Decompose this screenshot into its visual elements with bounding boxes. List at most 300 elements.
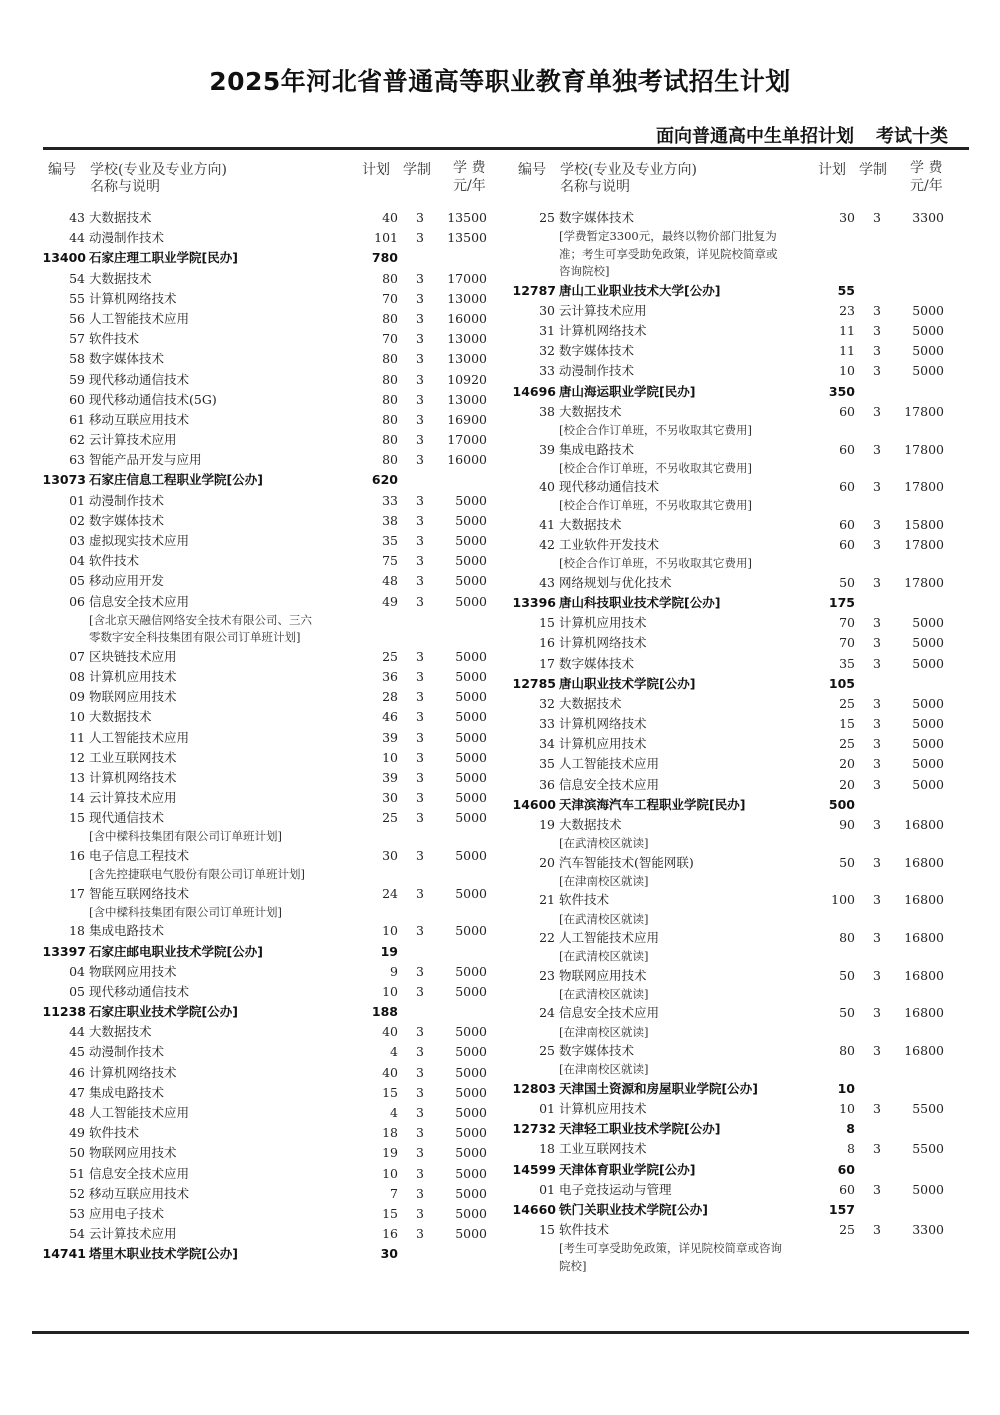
note-row — [510, 1240, 970, 1258]
note-name: [在武清校区就读] — [559, 836, 649, 851]
major-plan: 7 — [390, 1185, 398, 1201]
major-plan: 4 — [390, 1044, 398, 1060]
major-fee: 17800 — [904, 537, 944, 553]
major-code: 18 — [69, 923, 85, 939]
school-name: 天津体育职业学院[公办] — [559, 1161, 696, 1177]
major-fee: 5000 — [912, 736, 944, 752]
major-row — [40, 410, 500, 430]
major-plan: 50 — [839, 1005, 855, 1021]
major-name: 数字媒体技术 — [559, 210, 635, 225]
major-plan: 60 — [839, 441, 855, 457]
note-row — [40, 612, 500, 630]
major-code: 32 — [539, 343, 555, 359]
school-row — [510, 1160, 970, 1180]
major-years: 3 — [416, 492, 424, 508]
school-row — [40, 1244, 500, 1264]
major-name: 电子信息工程技术 — [89, 847, 190, 863]
major-fee: 17800 — [904, 441, 944, 457]
major-code: 34 — [539, 736, 555, 752]
major-row — [510, 966, 970, 986]
major-plan: 70 — [382, 331, 398, 347]
major-name: 动漫制作技术 — [89, 230, 165, 246]
school-name: 石家庄信息工程职业学院[公办] — [89, 472, 263, 488]
major-name: 虚拟现实技术应用 — [89, 533, 190, 548]
note-name: 准；考生可享受助免政策，详见院校简章或 — [559, 246, 778, 261]
major-code: 39 — [539, 441, 555, 457]
major-plan: 33 — [382, 492, 398, 508]
note-row — [510, 948, 970, 966]
major-row — [40, 921, 500, 941]
major-code: 42 — [539, 537, 555, 553]
school-row — [510, 1119, 970, 1139]
major-name: 软件技术 — [89, 553, 140, 569]
major-fee: 5000 — [455, 533, 487, 548]
major-plan: 75 — [382, 553, 398, 569]
school-row — [510, 1079, 970, 1099]
major-plan: 23 — [839, 302, 855, 318]
header-code: 编号 — [518, 162, 546, 178]
major-row — [510, 1180, 970, 1200]
note-row — [510, 873, 970, 891]
major-code: 22 — [539, 930, 555, 946]
major-fee: 16900 — [447, 411, 487, 427]
major-code: 01 — [539, 1181, 555, 1197]
major-plan: 25 — [839, 1222, 855, 1238]
header-plan: 计划 — [362, 162, 390, 178]
major-row — [40, 1123, 500, 1143]
major-fee: 5000 — [455, 593, 487, 609]
major-row — [40, 748, 500, 768]
major-code: 43 — [539, 574, 555, 590]
major-fee: 5000 — [455, 709, 487, 725]
major-plan: 15 — [382, 1205, 398, 1221]
major-code: 48 — [69, 1105, 85, 1120]
major-years: 3 — [873, 574, 881, 590]
major-plan: 35 — [382, 533, 398, 548]
major-name: 数字媒体技术 — [559, 1043, 635, 1059]
major-row — [40, 808, 500, 828]
major-row — [510, 208, 970, 228]
major-name: 动漫制作技术 — [89, 492, 165, 508]
header-name-line1: 学校(专业及专业方向) — [560, 162, 697, 178]
school-plan: 175 — [828, 594, 855, 610]
major-row — [510, 402, 970, 422]
school-code: 13396 — [512, 594, 556, 610]
major-row — [510, 928, 970, 948]
major-name: 应用电子技术 — [89, 1205, 165, 1221]
major-fee: 16800 — [904, 1043, 944, 1059]
major-plan: 10 — [839, 363, 855, 379]
major-years: 3 — [873, 817, 881, 832]
major-years: 3 — [416, 648, 424, 664]
major-years: 3 — [416, 270, 424, 286]
school-row — [40, 248, 500, 268]
major-code: 46 — [69, 1064, 85, 1080]
school-name: 唐山科技职业技术学院[公办] — [559, 594, 721, 610]
major-plan: 80 — [382, 270, 398, 286]
school-plan: 500 — [828, 796, 855, 812]
note-row — [510, 263, 970, 281]
major-plan: 48 — [382, 573, 398, 589]
school-row — [510, 281, 970, 301]
note-row — [510, 497, 970, 515]
header-name-line2: 名称与说明 — [90, 179, 160, 195]
major-plan: 11 — [839, 343, 855, 359]
major-name: 大数据技术 — [89, 270, 152, 286]
major-plan: 50 — [839, 967, 855, 983]
major-name: 信息安全技术应用 — [89, 593, 190, 609]
major-name: 移动互联应用技术 — [89, 1185, 190, 1201]
major-code: 25 — [539, 1043, 555, 1059]
major-plan: 11 — [839, 323, 855, 339]
major-code: 43 — [69, 210, 85, 225]
school-code: 11238 — [42, 1004, 86, 1020]
school-row — [510, 593, 970, 613]
major-row — [40, 370, 500, 390]
note-name: [含先控捷联电气股份有限公司订单班计划] — [89, 867, 305, 882]
major-plan: 60 — [839, 516, 855, 532]
major-code: 53 — [69, 1205, 85, 1221]
major-years: 3 — [416, 553, 424, 569]
major-code: 44 — [69, 1024, 85, 1040]
major-name: 计算机应用技术 — [559, 736, 647, 752]
major-name: 大数据技术 — [89, 210, 152, 225]
bottom-rule — [32, 1331, 969, 1334]
school-code: 14741 — [42, 1246, 86, 1262]
major-row — [510, 301, 970, 321]
major-row — [40, 571, 500, 591]
major-years: 3 — [873, 1222, 881, 1238]
major-code: 02 — [69, 512, 85, 528]
major-plan: 9 — [390, 963, 398, 979]
major-name: 人工智能技术应用 — [89, 1105, 190, 1120]
subtitle-category: 考试十类 — [876, 126, 948, 147]
major-years: 3 — [416, 1084, 424, 1100]
major-plan: 60 — [839, 479, 855, 495]
major-years: 3 — [873, 302, 881, 318]
major-name: 软件技术 — [559, 892, 610, 908]
major-years: 3 — [416, 847, 424, 863]
major-years: 3 — [873, 967, 881, 983]
school-code: 12732 — [512, 1121, 556, 1137]
major-row — [510, 714, 970, 734]
major-name: 计算机网络技术 — [559, 716, 647, 732]
major-row — [510, 1099, 970, 1119]
major-name: 现代移动通信技术 — [89, 371, 190, 387]
major-years: 3 — [416, 810, 424, 826]
major-name: 集成电路技术 — [559, 441, 635, 457]
major-row — [510, 341, 970, 361]
school-name: 塔里木职业技术学院[公办] — [89, 1246, 238, 1262]
column-header — [40, 158, 500, 208]
major-years: 3 — [873, 655, 881, 671]
major-row — [40, 289, 500, 309]
major-code: 03 — [69, 533, 85, 548]
page-subtitle — [656, 122, 948, 148]
major-name: 计算机应用技术 — [559, 615, 647, 631]
major-code: 32 — [539, 695, 555, 711]
major-code: 54 — [69, 270, 85, 286]
major-name: 云计算技术应用 — [89, 432, 177, 448]
major-name: 移动应用开发 — [89, 573, 165, 589]
major-name: 集成电路技术 — [89, 1084, 165, 1100]
header-plan: 计划 — [818, 162, 846, 178]
major-years: 3 — [873, 1141, 881, 1157]
major-code: 09 — [69, 689, 85, 705]
major-code: 12 — [69, 749, 85, 765]
major-row — [510, 734, 970, 754]
major-plan: 8 — [847, 1141, 855, 1157]
major-fee: 5000 — [455, 689, 487, 705]
major-fee: 5000 — [912, 1181, 944, 1197]
school-code: 13073 — [42, 472, 86, 488]
major-plan: 25 — [382, 810, 398, 826]
major-code: 51 — [69, 1165, 85, 1181]
major-years: 3 — [873, 1181, 881, 1197]
major-name: 计算机网络技术 — [89, 1064, 177, 1080]
major-name: 数字媒体技术 — [559, 343, 635, 359]
major-fee: 5000 — [912, 776, 944, 792]
major-fee: 5000 — [455, 1185, 487, 1201]
major-years: 3 — [416, 1205, 424, 1221]
school-name: 天津滨海汽车工程职业学院[民办] — [559, 796, 746, 812]
major-fee: 5000 — [912, 323, 944, 339]
major-code: 01 — [539, 1101, 555, 1116]
major-years: 3 — [416, 391, 424, 407]
major-years: 3 — [416, 689, 424, 705]
major-code: 44 — [69, 230, 85, 246]
major-plan: 80 — [382, 310, 398, 326]
major-years: 3 — [416, 885, 424, 901]
major-years: 3 — [416, 1044, 424, 1060]
major-row — [510, 535, 970, 555]
major-row — [40, 1143, 500, 1163]
major-row — [40, 728, 500, 748]
major-fee: 13000 — [447, 391, 487, 407]
major-row — [40, 1083, 500, 1103]
major-name: 工业软件开发技术 — [559, 537, 660, 553]
major-code: 62 — [69, 432, 85, 448]
major-row — [40, 667, 500, 687]
major-name: 信息安全技术应用 — [559, 1005, 660, 1021]
major-fee: 5000 — [912, 716, 944, 732]
right-rows — [510, 208, 970, 1275]
major-fee: 5000 — [455, 553, 487, 569]
school-plan: 780 — [371, 250, 398, 266]
major-row — [40, 1184, 500, 1204]
major-fee: 5000 — [455, 923, 487, 939]
major-code: 17 — [69, 885, 85, 901]
school-code: 13400 — [42, 250, 86, 266]
major-code: 63 — [69, 452, 85, 468]
major-row — [40, 1224, 500, 1244]
major-plan: 4 — [390, 1105, 398, 1120]
major-plan: 16 — [382, 1226, 398, 1242]
major-plan: 24 — [382, 885, 398, 901]
major-row — [510, 633, 970, 653]
school-plan: 188 — [371, 1004, 398, 1020]
major-plan: 80 — [382, 452, 398, 468]
major-name: 大数据技术 — [559, 403, 622, 419]
major-code: 15 — [69, 810, 85, 826]
major-plan: 10 — [382, 983, 398, 999]
major-plan: 10 — [382, 1165, 398, 1181]
school-name: 石家庄职业技术学院[公办] — [89, 1004, 238, 1020]
major-code: 16 — [69, 847, 85, 863]
major-fee: 5000 — [455, 810, 487, 826]
major-code: 38 — [539, 403, 555, 419]
major-plan: 70 — [839, 635, 855, 651]
major-code: 31 — [539, 323, 555, 339]
major-row — [40, 349, 500, 369]
major-years: 3 — [873, 615, 881, 631]
major-plan: 35 — [839, 655, 855, 671]
major-plan: 39 — [382, 729, 398, 745]
note-row — [40, 828, 500, 846]
note-row — [510, 228, 970, 246]
major-years: 3 — [416, 983, 424, 999]
note-name: [在津南校区就读] — [559, 873, 649, 888]
major-name: 数字媒体技术 — [559, 655, 635, 671]
major-plan: 36 — [382, 668, 398, 684]
major-plan: 46 — [382, 709, 398, 725]
major-years: 3 — [873, 363, 881, 379]
major-fee: 16800 — [904, 1005, 944, 1021]
major-years: 3 — [416, 769, 424, 785]
major-fee: 5000 — [912, 615, 944, 631]
major-name: 软件技术 — [559, 1222, 610, 1238]
school-name: 铁门关职业技术学院[公办] — [559, 1201, 708, 1217]
major-row — [40, 491, 500, 511]
major-plan: 10 — [382, 923, 398, 939]
major-fee: 5000 — [455, 648, 487, 664]
major-name: 大数据技术 — [89, 709, 152, 725]
major-row — [510, 1003, 970, 1023]
major-name: 现代移动通信技术(5G) — [89, 391, 217, 407]
major-years: 3 — [873, 1043, 881, 1059]
school-name: 唐山工业职业技术大学[公办] — [559, 282, 721, 298]
major-fee: 5000 — [455, 847, 487, 863]
major-row — [510, 694, 970, 714]
major-years: 3 — [873, 930, 881, 946]
major-name: 大数据技术 — [559, 817, 622, 832]
major-years: 3 — [416, 1125, 424, 1141]
header-fee-line2: 元/年 — [910, 178, 943, 194]
school-row — [510, 795, 970, 815]
major-row — [510, 775, 970, 795]
major-plan: 10 — [839, 1101, 855, 1116]
major-years: 3 — [873, 716, 881, 732]
major-name: 人工智能技术应用 — [89, 729, 190, 745]
major-years: 3 — [873, 756, 881, 772]
major-name: 物联网应用技术 — [89, 1145, 177, 1161]
note-name: [校企合作订单班，不另收取其它费用] — [559, 423, 752, 437]
school-code: 12787 — [512, 282, 556, 298]
major-row — [40, 884, 500, 904]
major-code: 10 — [69, 709, 85, 725]
major-row — [40, 982, 500, 1002]
major-years: 3 — [416, 452, 424, 468]
major-name: 移动互联应用技术 — [89, 411, 190, 427]
major-plan: 20 — [839, 776, 855, 792]
left-rows — [40, 208, 500, 1265]
major-fee: 5000 — [455, 492, 487, 508]
major-fee: 5000 — [455, 963, 487, 979]
major-row — [40, 1063, 500, 1083]
major-years: 3 — [416, 593, 424, 609]
note-row — [510, 911, 970, 929]
note-row — [510, 555, 970, 573]
major-plan: 70 — [839, 615, 855, 631]
major-fee: 10920 — [447, 371, 487, 387]
major-plan: 15 — [382, 1084, 398, 1100]
major-row — [510, 477, 970, 497]
major-code: 52 — [69, 1185, 85, 1201]
major-fee: 16000 — [447, 310, 487, 326]
major-row — [510, 815, 970, 835]
note-name: [校企合作订单班，不另收取其它费用] — [559, 556, 752, 571]
major-years: 3 — [873, 776, 881, 792]
major-years: 3 — [416, 1185, 424, 1201]
major-name: 人工智能技术应用 — [559, 930, 660, 946]
major-row — [510, 754, 970, 774]
major-plan: 25 — [382, 648, 398, 664]
major-plan: 10 — [382, 749, 398, 765]
note-name: [考生可享受助免政策，详见院校简章或咨询 — [559, 1241, 782, 1256]
school-name: 天津轻工职业技术学院[公办] — [559, 1121, 721, 1137]
school-plan: 350 — [828, 383, 855, 399]
major-years: 3 — [416, 1064, 424, 1080]
school-name: 天津国土资源和房屋职业学院[公办] — [559, 1080, 758, 1096]
major-row — [40, 768, 500, 788]
major-row — [40, 592, 500, 612]
major-name: 计算机应用技术 — [89, 668, 177, 684]
header-name-line1: 学校(专业及专业方向) — [90, 162, 227, 178]
major-plan: 30 — [382, 790, 398, 806]
major-years: 3 — [416, 210, 424, 225]
major-row — [40, 1042, 500, 1062]
major-code: 05 — [69, 573, 85, 589]
major-years: 3 — [873, 736, 881, 752]
major-row — [40, 531, 500, 551]
major-row — [510, 361, 970, 381]
school-plan: 19 — [380, 943, 398, 959]
major-name: 计算机网络技术 — [89, 290, 177, 306]
major-fee: 13500 — [447, 210, 487, 225]
note-row — [40, 904, 500, 922]
major-years: 3 — [873, 1101, 881, 1116]
major-plan: 49 — [382, 593, 398, 609]
major-row — [40, 1204, 500, 1224]
school-row — [40, 470, 500, 490]
school-plan: 60 — [837, 1161, 855, 1177]
major-plan: 39 — [382, 769, 398, 785]
major-years: 3 — [873, 479, 881, 495]
major-code: 16 — [539, 635, 555, 651]
note-name: 零数字安全科技集团有限公司订单班计划] — [89, 630, 301, 645]
major-name: 云计算技术应用 — [559, 302, 647, 318]
major-name: 汽车智能技术(智能网联) — [559, 854, 694, 870]
header-code: 编号 — [48, 162, 76, 178]
school-row — [40, 942, 500, 962]
major-plan: 60 — [839, 403, 855, 419]
major-years: 3 — [873, 441, 881, 457]
major-years: 3 — [416, 1145, 424, 1161]
major-row — [40, 788, 500, 808]
major-plan: 80 — [382, 351, 398, 367]
major-plan: 50 — [839, 574, 855, 590]
major-row — [40, 511, 500, 531]
